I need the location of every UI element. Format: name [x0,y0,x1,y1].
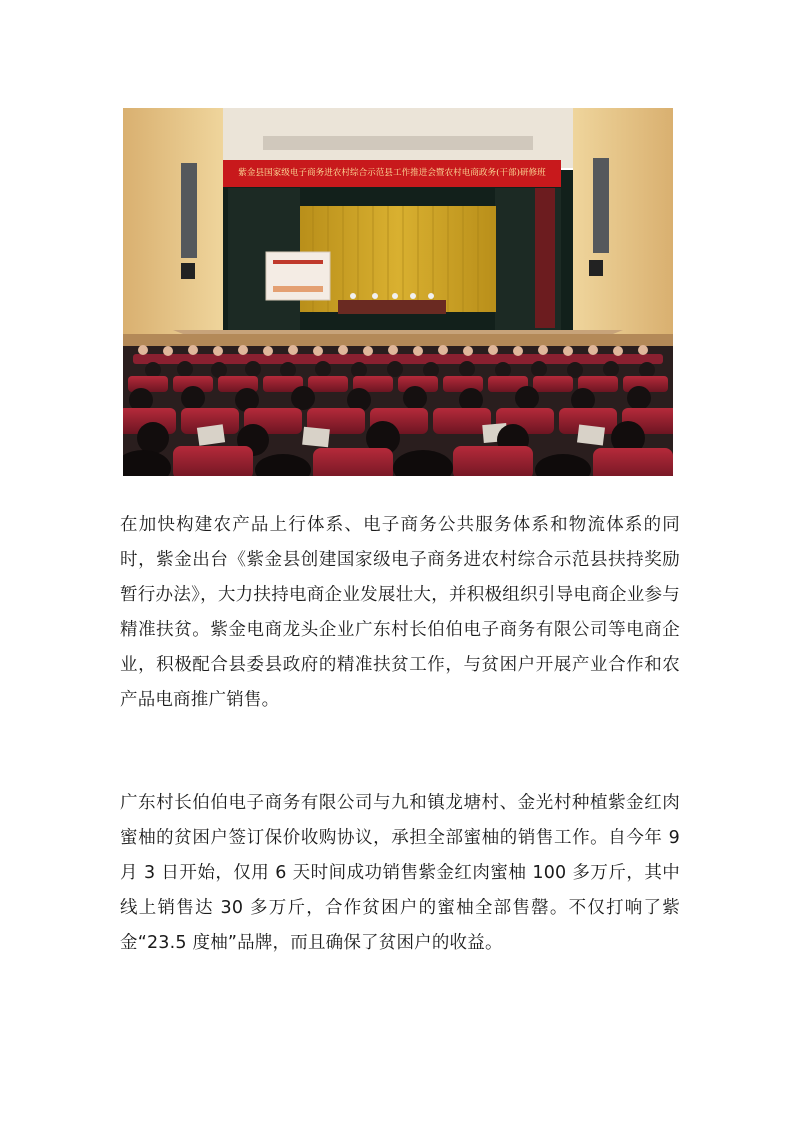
right-wall-panel [593,158,609,253]
conference-hall-image [123,108,673,476]
projection-screen [266,252,330,300]
right-speaker [589,260,603,276]
left-speaker [181,263,195,279]
right-red-drape [535,188,555,328]
right-wall [573,108,673,363]
paragraph-pomelo-sales: 广东村长伯伯电子商务有限公司与九和镇龙塘村、金光村种植紫金红肉蜜柚的贫困户签订保价收购协议，承担全部蜜柚的销售工作。自今年 9 月 3 日开始，仅用 6 天时间成功销售紫金红肉蜜柚 100 多万斤，其中线上销售达 30 多万斤，合作贫困户的蜜柚全部售罄。不仅打响了紫金“23.5 度柚”品牌，而且确保了贫困户的收益。 [120,793,680,953]
banner-text: 紫金县国家级电子商务进农村综合示范县工作推进会暨农村电商政务(干部)研修班 [238,168,546,178]
presidium-table [338,300,446,314]
screen-footer-bar [273,286,323,292]
conference-photo [123,108,673,476]
paragraph-ecommerce-support: 在加快构建农产品上行体系、电子商务公共服务体系和物流体系的同时，紫金出台《紫金县创建国家级电子商务进农村综合示范县扶持奖励暂行办法》，大力扶持电商企业发展壮大，并积极组织引导电商企业参与精准扶贫。紫金电商龙头企业广东村长伯伯电子商务有限公司等电商企业，积极配合县委县政府的精准扶贫工作，与贫困户开展产业合作和农产品电商推广销售。 [120,515,680,710]
screen-title-bar [273,260,323,264]
ceiling-vent [263,136,533,150]
left-wall-panel [181,163,197,258]
left-wall [123,108,223,363]
